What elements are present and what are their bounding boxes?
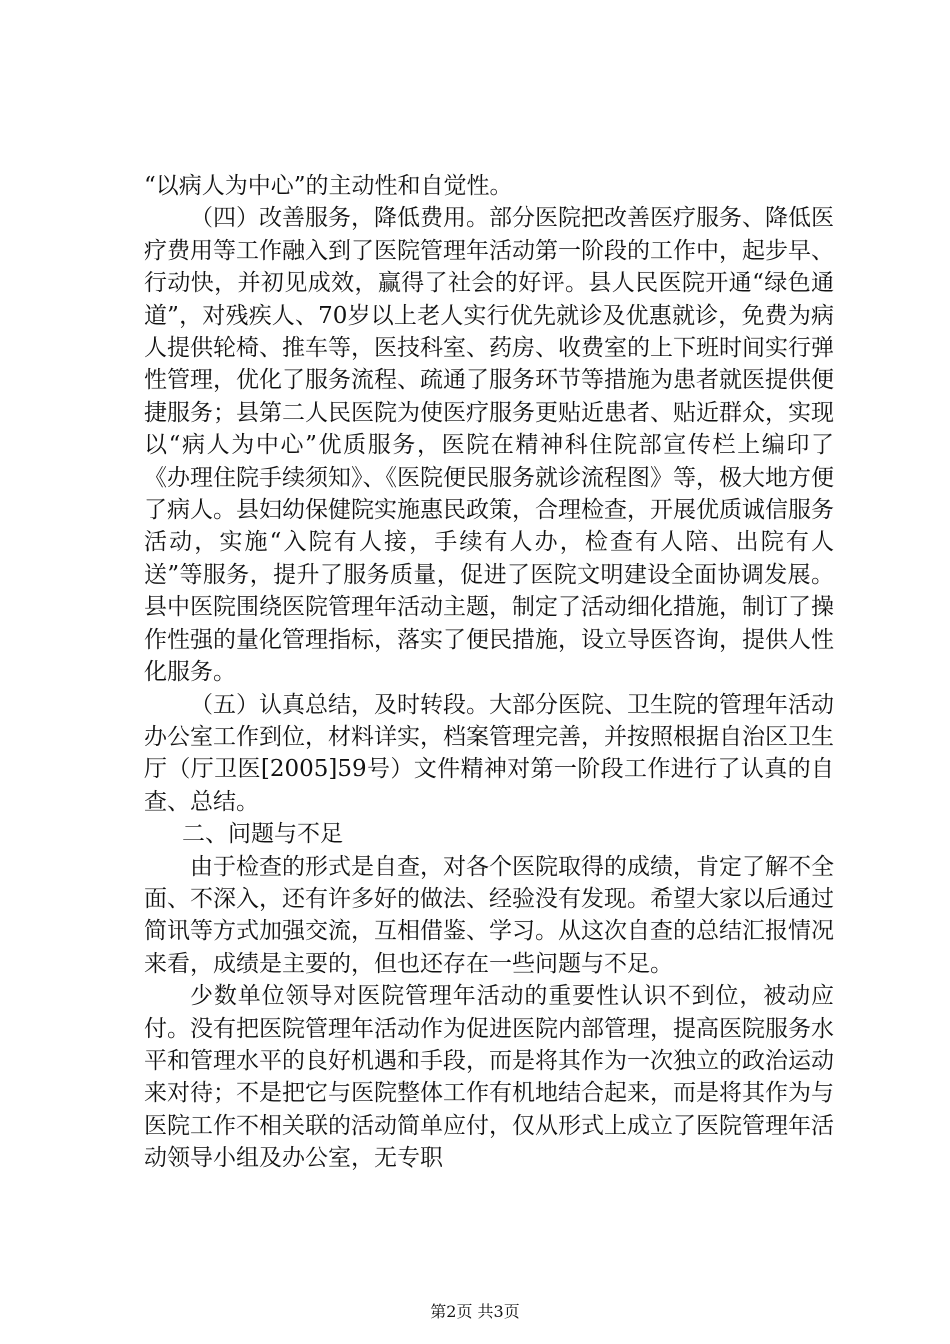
- paragraph-leadership-issues: 少数单位领导对医院管理年活动的重要性认识不到位，被动应付。没有把医院管理年活动作为促进医院内部管理，提高医院服务水平和管理水平的良好机遇和手段，而是将其作为一次独立的政治运动来对待；不是把它与医院整体工作有机地结合起来，而是将其作为与医院工作不相关联的活动简单应付，仅从形式上成立了医院管理年活动领导小组及办公室，无专职: [144, 983, 834, 1172]
- page-number-footer: 第2页 共3页: [430, 1302, 520, 1321]
- paragraph-continuation: “以病人为中心”的主动性和自觉性。: [144, 173, 513, 199]
- paragraph-section-four: （四）改善服务，降低费用。部分医院把改善医疗服务、降低医疗费用等工作融入到了医院管理年活动第一阶段的工作中，起步早、行动快，并初见成效，赢得了社会的好评。县人民医院开通“绿色通道”，对残疾人、70岁以上老人实行优先就诊及优惠就诊，免费为病人提供轮椅、推车等，医技科室、药房、收费室的上下班时间实行弹性管理，优化了服务流程、疏通了服务环节等措施为患者就医提供便捷服务；县第二人民医院为使医疗服务更贴近患者、贴近群众，实现以“病人为中心”优质服务，医院在精神科住院部宣传栏上编印了《办理住院手续须知》、《医院便民服务就诊流程图》等，极大地方便了病人。县妇幼保健院实施惠民政策，合理检查，开展优质诚信服务活动，实施“入院有人接，手续有人办，检查有人陪、出院有人送”等服务，提升了服务质量，促进了医院文明建设全面协调发展。县中医院围绕医院管理年活动主题，制定了活动细化措施，制订了操作性强的量化管理指标，落实了便民措施，设立导医咨询，提供人性化服务。: [144, 205, 834, 686]
- section-heading-problems: 二、问题与不足: [182, 821, 343, 848]
- paragraph-self-check: 由于检查的形式是自查，对各个医院取得的成绩，肯定了解不全面、不深入，还有许多好的做法、经验没有发现。希望大家以后通过简讯等方式加强交流，互相借鉴、学习。从这次自查的总结汇报情况来看，成绩是主要的，但也还存在一些问题与不足。: [144, 853, 834, 977]
- paragraph-section-five: （五）认真总结，及时转段。大部分医院、卫生院的管理年活动办公室工作到位，材料详实，档案管理完善，并按照根据自治区卫生厅（厅卫医[2005]59号）文件精神对第一阶段工作进行了认真的自查、总结。: [144, 691, 834, 815]
- document-body: [144, 170, 834, 1175]
